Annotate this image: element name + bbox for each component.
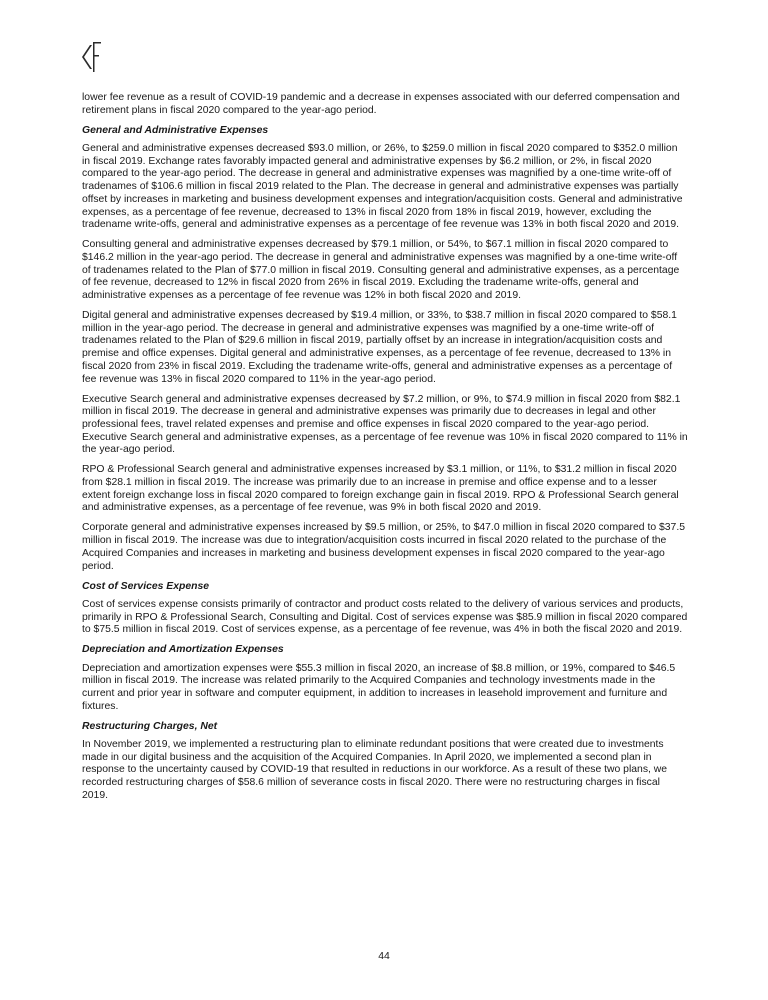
body-paragraph: General and administrative expenses decreased $93.0 million, or 26%, to $259.0 million in fiscal 2020 compared to $352.0 million in fiscal 2019. Exchange rates favorably impacted general and administrative expenses by $6.2 million, or 2%, in fiscal 2020 compared to the year-ago period. The decrease in general and administrative expenses was magnified by a one-time write-off of tradenames of $106.6 million in fiscal 2019 related to the Plan. The decrease in general and administrative expenses was partially offset by increases in marketing and business development expenses and integration/acquisition costs. General and administrative expenses, as a percentage of fee revenue, decreased to 13% in fiscal 2020 from 18% in fiscal 2019, however, excluding the tradename write-offs, general and administrative expenses as a percentage of fee revenue was 13% in both fiscal 2020 and 2019. [82, 143, 683, 231]
section-heading: General and Administrative Expenses [82, 124, 269, 136]
body-paragraph: Depreciation and amortization expenses were $55.3 million in fiscal 2020, an increase of $8.8 million, or 19%, compared to $46.5 million in fiscal 2019. The increase was related primarily to the Acquired Companies and technology investments made in the current and prior year in software and computer equipment, in addition to increases in leasehold improvement and furniture and fixtures. [82, 662, 676, 712]
section-heading: Restructuring Charges, Net [82, 720, 218, 732]
body-paragraph: Digital general and administrative expenses decreased by $19.4 million, or 33%, to $38.7 million in fiscal 2020 compared to $58.1 million in the year-ago period. The decrease in general and administrative expenses was magnified by a one-time write-off of tradenames related to the Plan of $29.6 million in fiscal 2019, partially offset by an increase in integration/acquisition costs and premise and office expenses. Digital general and administrative expenses, as a percentage of fee revenue, decreased to 13% in fiscal 2020 from 23% in fiscal 2019. Excluding the tradename write-offs, general and administrative expenses as a percentage of fee revenue was 13% in fiscal 2020 compared to 11% in the year-ago period. [82, 310, 677, 385]
section-heading: Cost of Services Expense [82, 580, 210, 592]
body-paragraph: Corporate general and administrative expenses increased by $9.5 million, or 25%, to $47.0 million in fiscal 2020 compared to $37.5 million in fiscal 2019. The increase was due to integration/acquisition costs incurred in fiscal 2020 related to the purchase of the Acquired Companies and increases in marketing and business development expenses in fiscal 2020 compared to the year-ago period. [82, 522, 686, 572]
body-paragraph: In November 2019, we implemented a restructuring plan to eliminate redundant positions that were created due to investments made in our digital business and the acquisition of the Acquired Companies. In April 2020, we implemented a second plan in response to the uncertainty caused by COVID-19 that resulted in reductions in our workforce. As a result of these two plans, we recorded restructuring charges of $58.6 million of severance costs in fiscal 2020. There were no restructuring charges in fiscal 2019. [82, 738, 668, 801]
kf-logo-icon [82, 38, 102, 76]
section-heading: Depreciation and Amortization Expenses [82, 644, 284, 656]
body-paragraph: RPO & Professional Search general and administrative expenses increased by $3.1 million, or 11%, to $31.2 million in fiscal 2020 from $28.1 million in fiscal 2019. The increase was primarily due to an increase in premise and office expense and to a lesser extent foreign exchange loss in fiscal 2020 compared to foreign exchange gain in fiscal 2019. RPO & Professional Search general and administrative expenses, as a percentage of fee revenue, was 9% in both fiscal 2020 and 2019. [82, 464, 679, 514]
document-body [82, 92, 688, 810]
body-paragraph: Cost of services expense consists primarily of contractor and product costs related to the delivery of various services and products, primarily in RPO & Professional Search, Consulting and Digital. Cost of services expense was $85.9 million in fiscal 2020 compared to $75.5 million in fiscal 2019. Cost of services expense, as a percentage of fee revenue, was 4% in both the fiscal 2020 and 2019. [82, 598, 688, 636]
body-paragraph: lower fee revenue as a result of COVID-19 pandemic and a decrease in expenses associated with our deferred compensation and retirement plans in fiscal 2020 compared to the year-ago period. [82, 92, 680, 116]
body-paragraph: Consulting general and administrative expenses decreased by $79.1 million, or 54%, to $67.1 million in fiscal 2020 compared to $146.2 million in the year-ago period. The decrease in general and administrative expenses was magnified by a one-time write-off of tradenames related to the Plan of $77.0 million in fiscal 2019. Consulting general and administrative expenses, as a percentage of fee revenue, decreased to 12% in fiscal 2020 from 26% in fiscal 2019. Excluding the tradename write-offs, general and administrative expenses as a percentage of fee revenue was 12% in both fiscal 2020 and 2019. [82, 239, 680, 302]
body-paragraph: Executive Search general and administrative expenses decreased by $7.2 million, or 9%, to $74.9 million in fiscal 2020 from $82.1 million in fiscal 2019. The decrease in general and administrative expenses was primarily due to decreases in legal and other professional fees, travel related expenses and premise and office expenses in fiscal 2020 compared to the year-ago period. Executive Search general and administrative expenses, as a percentage of fee revenue was 10% in fiscal 2020 compared to 11% in the year-ago period. [82, 393, 688, 456]
page-number: 44 [378, 951, 390, 962]
